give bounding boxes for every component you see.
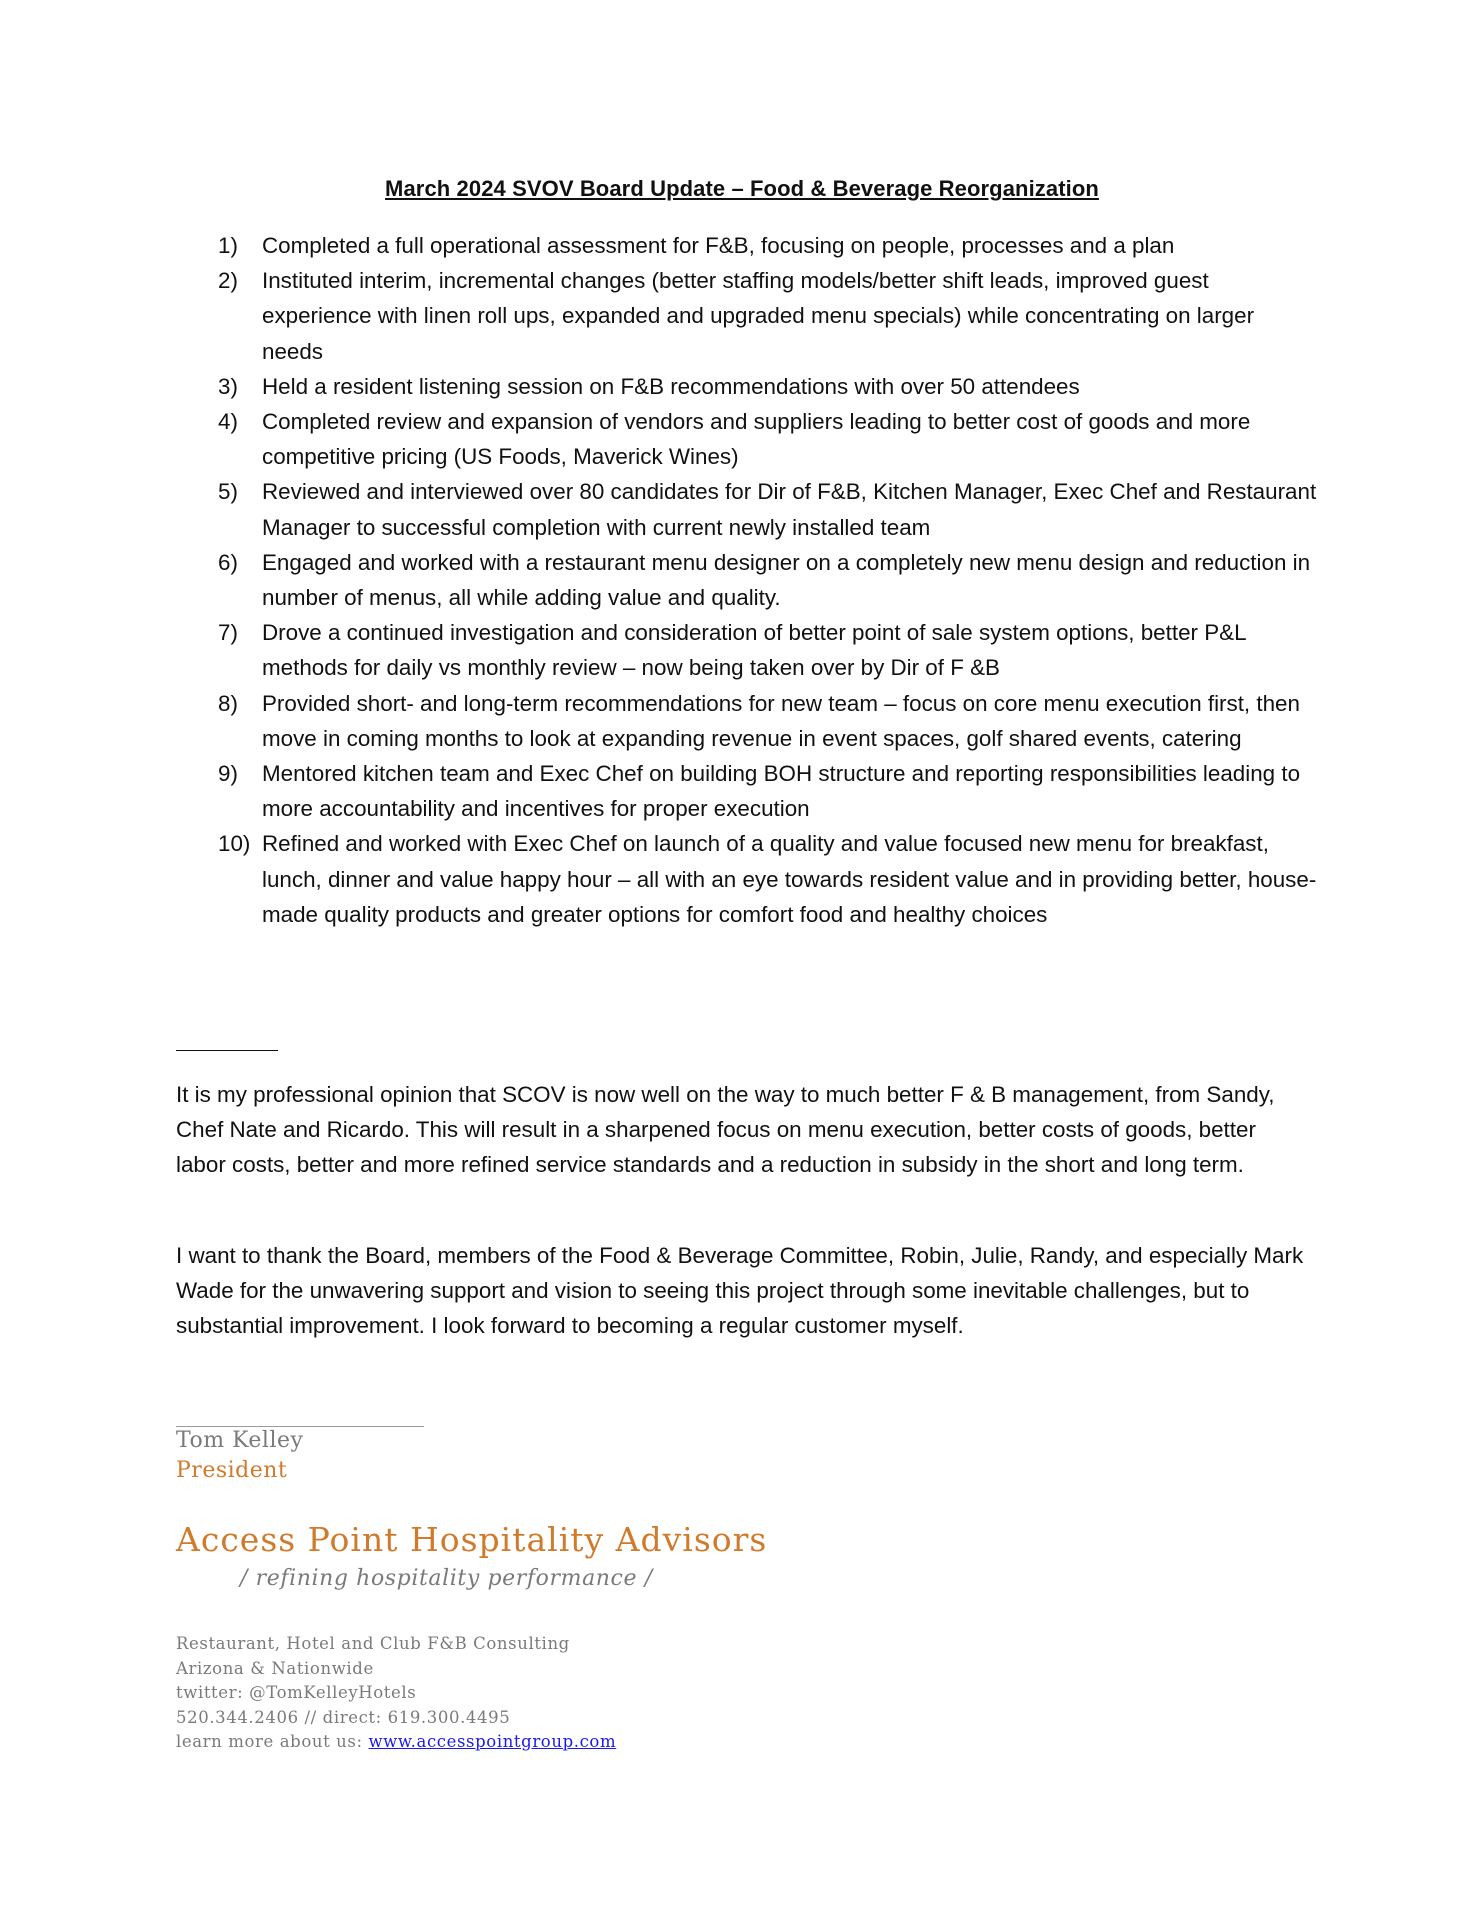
list-item bbox=[218, 826, 1318, 932]
twitter-line: twitter: @TomKelleyHotels bbox=[176, 1683, 417, 1702]
list-item bbox=[218, 228, 1318, 263]
list-number: 9) bbox=[218, 761, 238, 787]
company-tagline: / refining hospitality performance / bbox=[240, 1566, 653, 1591]
signature-title: President bbox=[176, 1458, 288, 1483]
section-divider bbox=[176, 1050, 278, 1051]
list-text: Reviewed and interviewed over 80 candidates for Dir of F&B, Kitchen Manager, Exec Chef and Restaurant Manager to successful completion with current newly installed team bbox=[262, 479, 1317, 540]
list-text: Completed review and expansion of vendors and suppliers leading to better cost of goods and more competitive pricing (US Foods, Maverick Wines) bbox=[262, 409, 1251, 470]
list-text: Engaged and worked with a restaurant menu designer on a completely new menu design and reduction in number of menus, all while adding value and quality. bbox=[262, 549, 1311, 611]
opinion-paragraph: It is my professional opinion that SCOV is now well on the way to much better F & B management, from Sandy, Chef Nate and Ricardo. This will result in a sharpened focus on menu execution, better costs of goods, better labor costs, better and more refined service standards and a reduction in subsidy in the short and long term. bbox=[176, 1082, 1275, 1178]
list-item bbox=[218, 686, 1318, 756]
list-number: 6) bbox=[218, 549, 238, 575]
list-text: Provided short- and long-term recommendations for new team – focus on core menu execution first, then move in coming months to look at expanding revenue in event spaces, golf shared events, catering bbox=[262, 690, 1300, 751]
list-number: 5) bbox=[218, 479, 238, 505]
list-item bbox=[218, 756, 1318, 826]
list-number: 2) bbox=[218, 268, 238, 294]
list-number: 4) bbox=[218, 409, 238, 435]
contact-block bbox=[176, 1632, 616, 1755]
list-text: Instituted interim, incremental changes (better staffing models/better shift leads, improved guest experience with linen roll ups, expanded and upgraded menu specials) while concentrating on larger needs bbox=[262, 268, 1255, 364]
learn-more-label: learn more about us: bbox=[176, 1732, 369, 1751]
website-link[interactable]: www.accesspointgroup.com bbox=[368, 1732, 617, 1751]
list-item bbox=[218, 474, 1318, 544]
region-line: Arizona & Nationwide bbox=[176, 1658, 374, 1678]
phone-line: 520.344.2406 // direct: 619.300.4495 bbox=[176, 1707, 511, 1727]
update-list bbox=[218, 228, 1318, 932]
company-name: Access Point Hospitality Advisors bbox=[176, 1520, 768, 1559]
signature-name: Tom Kelley bbox=[176, 1428, 304, 1453]
list-item bbox=[218, 369, 1318, 404]
list-number: 1) bbox=[218, 233, 238, 258]
website-line bbox=[176, 1730, 616, 1755]
list-number: 10) bbox=[218, 831, 251, 857]
signature-divider bbox=[176, 1426, 424, 1427]
services-line: Restaurant, Hotel and Club F&B Consulting bbox=[176, 1634, 570, 1653]
list-text: Held a resident listening session on F&B recommendations with over 50 attendees bbox=[262, 373, 1080, 399]
list-number: 7) bbox=[218, 620, 238, 646]
list-item bbox=[218, 615, 1318, 685]
list-item bbox=[218, 545, 1318, 615]
list-number: 8) bbox=[218, 690, 238, 716]
list-number: 3) bbox=[218, 373, 238, 399]
list-text: Drove a continued investigation and consideration of better point of sale system options, better P&L methods for daily vs monthly review – now being taken over by Dir of F &B bbox=[262, 620, 1246, 681]
list-item bbox=[218, 263, 1318, 369]
document-title: March 2024 SVOV Board Update – Food & Beverage Reorganization bbox=[385, 176, 1099, 201]
thanks-paragraph: I want to thank the Board, members of the Food & Beverage Committee, Robin, Julie, Randy, and especially Mark Wade for the unwavering support and vision to seeing this project through some inevitable challenges, but to substantial improvement. I look forward to becoming a regular customer myself. bbox=[176, 1243, 1304, 1339]
list-text: Refined and worked with Exec Chef on launch of a quality and value focused new menu for breakfast, lunch, dinner and value happy hour – all with an eye towards resident value and in providing better, house-made quality products and greater options for comfort food and healthy choices bbox=[262, 831, 1317, 927]
list-item bbox=[218, 404, 1318, 474]
list-text: Completed a full operational assessment for F&B, focusing on people, processes and a plan bbox=[262, 233, 1175, 258]
list-text: Mentored kitchen team and Exec Chef on building BOH structure and reporting responsibilities leading to more accountability and incentives for proper execution bbox=[262, 761, 1301, 822]
